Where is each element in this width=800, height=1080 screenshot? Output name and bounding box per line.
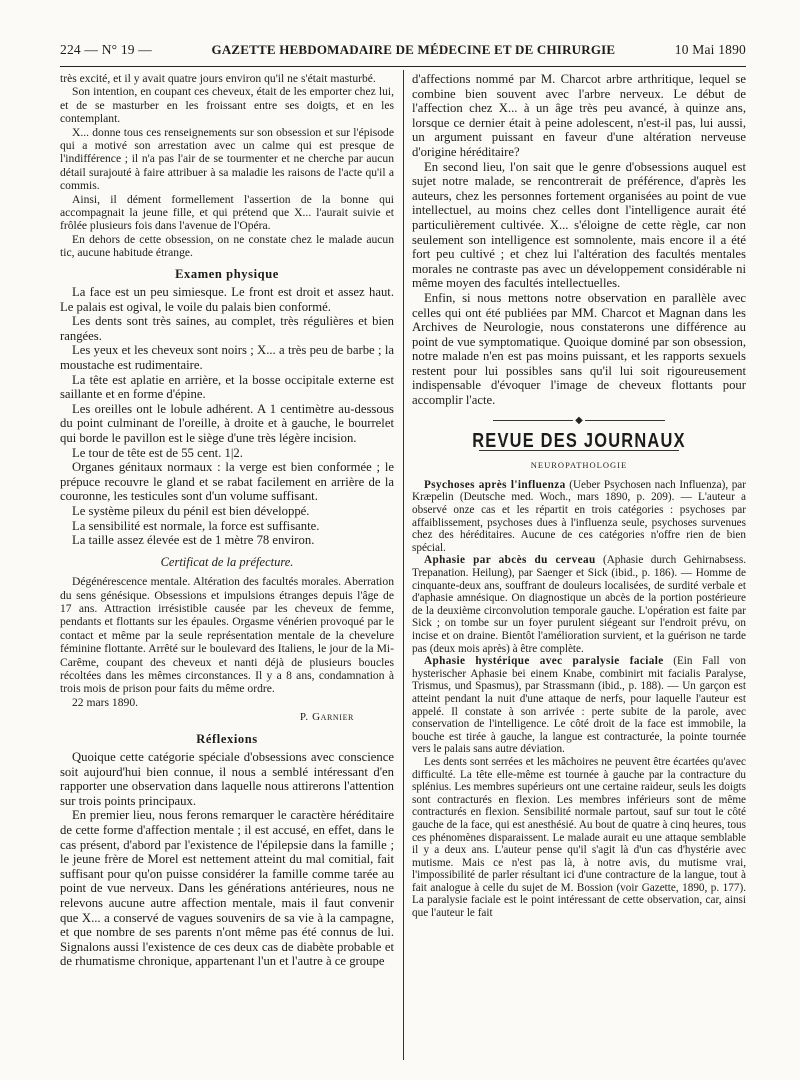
header-rule	[60, 66, 746, 67]
exam-paragraph: La taille assez élevée est de 1 mètre 78 environ.	[72, 533, 315, 548]
exam-paragraph: Les oreilles ont le lobule adhérent. A 1 centimètre au-dessous du point culminant de l'oreille, à droite et à gauche, le bourrelet qui borde le pavillon est le siège d'une très légère incision.	[60, 401, 394, 446]
reflexions-heading: Réflexions	[196, 731, 258, 746]
certificate-signature: P. Garnier	[299, 711, 354, 724]
certificate-heading: Certificat de la préfecture.	[160, 554, 294, 569]
article-text: (Aphasie durch Gehirnabsess. Trepanation. Heilung), par Saenger et Sick (ibid., p. 186). — Homme de cinquante-deux ans, souffrant de douleurs localisées, de surdité verbale et d'aphasie amnésique. On diagnostique un abcès de la portion postérieure de la deuxième circonvolution temporale gauche. L'opération est faite par Sick ; on tombe sur un foyer purulent siégeant sur l'endroit prévu, on incise et on draine. Bientôt l'amélioration survient, et la guérison ne tarde pas (deux mois après) à être complète.	[412, 554, 747, 655]
journal-title: GAZETTE HEBDOMADAIRE DE MÉDECINE ET DE CHIRURGIE	[211, 42, 616, 57]
article-text: (Ueber Psychosen nach Influenza), par Kræpelin (Deutsche med. Woch., mars 1890, p. 209). — L'auteur a observé onze cas et les répartit en trois catégories : psychoses par affaiblissement, psychoses dues à l'influenza seule, psychoses survenues chez des héréditaires. Aucune de ces catégories n'offre rien de bien spécial.	[412, 478, 746, 554]
article-title: Psychoses après l'influenza	[424, 478, 566, 491]
intro-paragraph: Ainsi, il dément formellement l'assertion de la bonne qui accompagnait la jeune fille, et qui prétend que X... l'aurait suivie et frôlée plusieurs fois dans l'avenue de l'Opéra.	[60, 192, 394, 233]
reflexions-paragraph: Quoique cette catégorie spéciale d'obsessions avec conscience soit aujourd'hui bien connue, il nous a semblé intéressant d'en rapporter une observation dans laquelle nous attirerons l'attention sur trois points principaux.	[60, 750, 394, 808]
exam-paragraph: La face est un peu simiesque. Le front est droit et assez haut. Le palais est ogival, le voile du palais bien conformé.	[60, 285, 394, 314]
article-title: Aphasie par abcès du cerveau	[424, 554, 596, 567]
intro-paragraph: Son intention, en coupant ces cheveux, était de les emporter chez lui, et de se masturber en les froissant entre ses doigts, et en les contemplant.	[60, 85, 394, 126]
article-entry	[412, 479, 746, 555]
subsection-heading: NEUROPATHOLOGIE	[530, 460, 628, 471]
article-title: Aphasie hystérique avec paralysie faciale	[424, 655, 664, 668]
revue-heading: REVUE DES JOURNAUX	[472, 430, 686, 453]
exam-paragraph: Le système pileux du pénil est bien développé.	[72, 504, 310, 518]
certificate-text: Dégénérescence mentale. Altération des facultés morales. Aberration du sens génésique. Obsessions et impulsions étranges depuis l'âge de 17 ans. Attraction irrésistible causée par les cheveux de femme, pendants et flottants sur les épaules. Orgasme vénérien provoqué par le contact et même par la seule représentation mentale de la chevelure féminine flottante. Arrêté sur le boulevard des Italiens, le jour de la Mi-Carême, coupant des cheveux et nanti déjà de plusieurs boucles récoltées dans les mêmes circonstances. Il y a 8 ans, condamnation à trois mois de prison pour faits du même ordre.	[60, 575, 394, 696]
page-number: 224 — N° 19 —	[60, 42, 152, 57]
discussion-paragraph: d'affections nommé par M. Charcot arbre arthritique, lequel se combine bien souvent avec l'arbre nerveux. Le début de l'affection chez X... à un âge très peu avancé, à quinze ans, lorsque ce dernier était à peine adolescent, n'est-il pas, lui aussi, un argument puissant en faveur d'une altération nerveuse d'origine héréditaire?	[412, 72, 746, 159]
left-column	[60, 72, 394, 969]
exam-paragraph: La sensibilité est normale, la force est suffisante.	[72, 518, 320, 533]
right-column	[412, 72, 746, 920]
intro-paragraph: X... donne tous ces renseignements sur son obsession et sur l'épisode qui a motivé son arrestation avec un calme qui est presque de l'indifférence ; il n'a pas l'air de se tourmenter et ne cherche par aucun détail surajouté à faire attribuer à sa maladie les raisons de l'acte qu'il a commis.	[60, 125, 394, 193]
article-entry	[412, 554, 746, 655]
article-entry	[412, 655, 746, 756]
reflexions-paragraph: En premier lieu, nous ferons remarquer le caractère héréditaire de cette forme d'affection mentale ; il est accusé, en effet, dans le cas présent, d'abord par l'existence de l'épilepsie dans la famille ; le jeune frère de Morel est nettement atteint du mal comitial, fait suffisant pour qu'on puisse considérer la famille comme tarée au point de vue nerveux. Dans les générations antérieures, nous ne relevons aucune autre affection mentale, mais il faut convenir que X... a conservé de vagues souvenirs de sa vie à la campagne, et que nombre de ses parents n'ont même pas été connus de lui. Signalons aussi l'existence de ces deux cas de diabète probable et de rhumatisme chronique, appartenant l'un et l'autre à ce groupe	[60, 808, 394, 969]
discussion-paragraph: En second lieu, l'on sait que le genre d'obsessions auquel est sujet notre malade, se rencontrerait de préférence, d'après les auteurs, chez les personnes fortement organisées au point de vue intellectuel, au moins chez celles dont l'intelligence aurait été particulièrement cultivée. X... s'éloigne de cette règle, car non seulement son intelligence est somnolente, mais encore il a été fort peu cultivé ; et chez lui l'altération des facultés mentales morales ne contraste pas avec un développement considérable ni même moyen des facultés intellectuelles.	[412, 159, 746, 291]
exam-paragraph: Les dents sont très saines, au complet, très régulières et bien rangées.	[60, 314, 394, 343]
article-text: (Ein Fall von hysterischer Aphasie bei einem Knabe, combinirt mit facialis Paralyse, Trismus, und Spasmus), par Strassmann (ibid., p. 188). — Un garçon est atteint pendant la nuit d'une attaque de nerfs, pour laquelle l'auteur est appelé. Il constate à son arrivée : perte subite de la parole, avec conservation de l'intelligence. Le côté droit de la face est immobile, la bouche est tirée à gauche, la langue est contracturée, la pointe tournée vers le palais sans autre déviation.	[412, 655, 746, 756]
exam-heading: Examen physique	[175, 266, 279, 281]
exam-paragraph: Les yeux et les cheveux sont noirs ; X... a très peu de barbe ; la moustache est rudimentaire.	[60, 343, 394, 373]
certificate-date: 22 mars 1890.	[72, 695, 139, 709]
column-divider	[403, 70, 404, 1060]
discussion-paragraph: Enfin, si nous mettons notre observation en parallèle avec celles qui ont été publiées par MM. Charcot et Magnan dans les Archives de Neurologie, nous constaterons une différence au point de vue symptomatique. Quoique dominé par son obsession, notre malade n'en est pas moins puissant, et les rapports sexuels restent pour lui possibles sans qu'il lui soit rigoureusement indispensable d'évoquer l'image de cheveux flottants pour accomplir l'acte.	[412, 290, 746, 408]
intro-paragraph: En dehors de cette obsession, on ne constate chez le malade aucun tic, aucune habitude étrange.	[60, 232, 394, 260]
article-continuation: Les dents sont serrées et les mâchoires ne peuvent être écartées qu'avec difficulté. La tête elle-même est tournée à gauche par la contracture du splénius. Les membres supérieurs ont une certaine raideur, seuls les doigts sont contracturés en flexion. Les membres inférieurs sont de même contracturés en flexion. Sensibilité normale partout, sauf sur tout le côté gauche de la face, qui est anesthésié. Au bout de quatre à cinq heures, tous ces phénomènes disparaissent. Le malade aurait eu une attaque semblable il y a deux ans. L'auteur pense qu'il s'agit là d'un cas d'hystérie avec mutisme. Mais ce n'est pas là, à notre avis, du mutisme vrai, l'impossibilité de parler résultant ici d'une contracture de la langue, tout à fait analogue à celle du sujet de M. Bossion (voir Gazette, 1890, p. 177). La paralysie faciale est le point intéressant de cette observation, car, ainsi que l'auteur le fait	[412, 755, 746, 920]
section-ornament: ◆	[412, 414, 746, 427]
page-header	[60, 42, 746, 62]
exam-paragraph: Organes génitaux normaux : la verge est bien conformée ; le prépuce recouvre le gland et se rabat facilement en arrière de la couronne, les testicules sont d'un volume suffisant.	[60, 460, 394, 504]
exam-paragraph: Le tour de tête est de 55 cent. 1|2.	[72, 445, 243, 460]
issue-date: 10 Mai 1890	[674, 42, 746, 57]
exam-paragraph: La tête est aplatie en arrière, et la bosse occipitale externe est saillante et en forme d'épine.	[60, 372, 394, 402]
intro-paragraph: très excité, et il y avait quatre jours environ qu'il ne s'était masturbé.	[60, 72, 376, 85]
